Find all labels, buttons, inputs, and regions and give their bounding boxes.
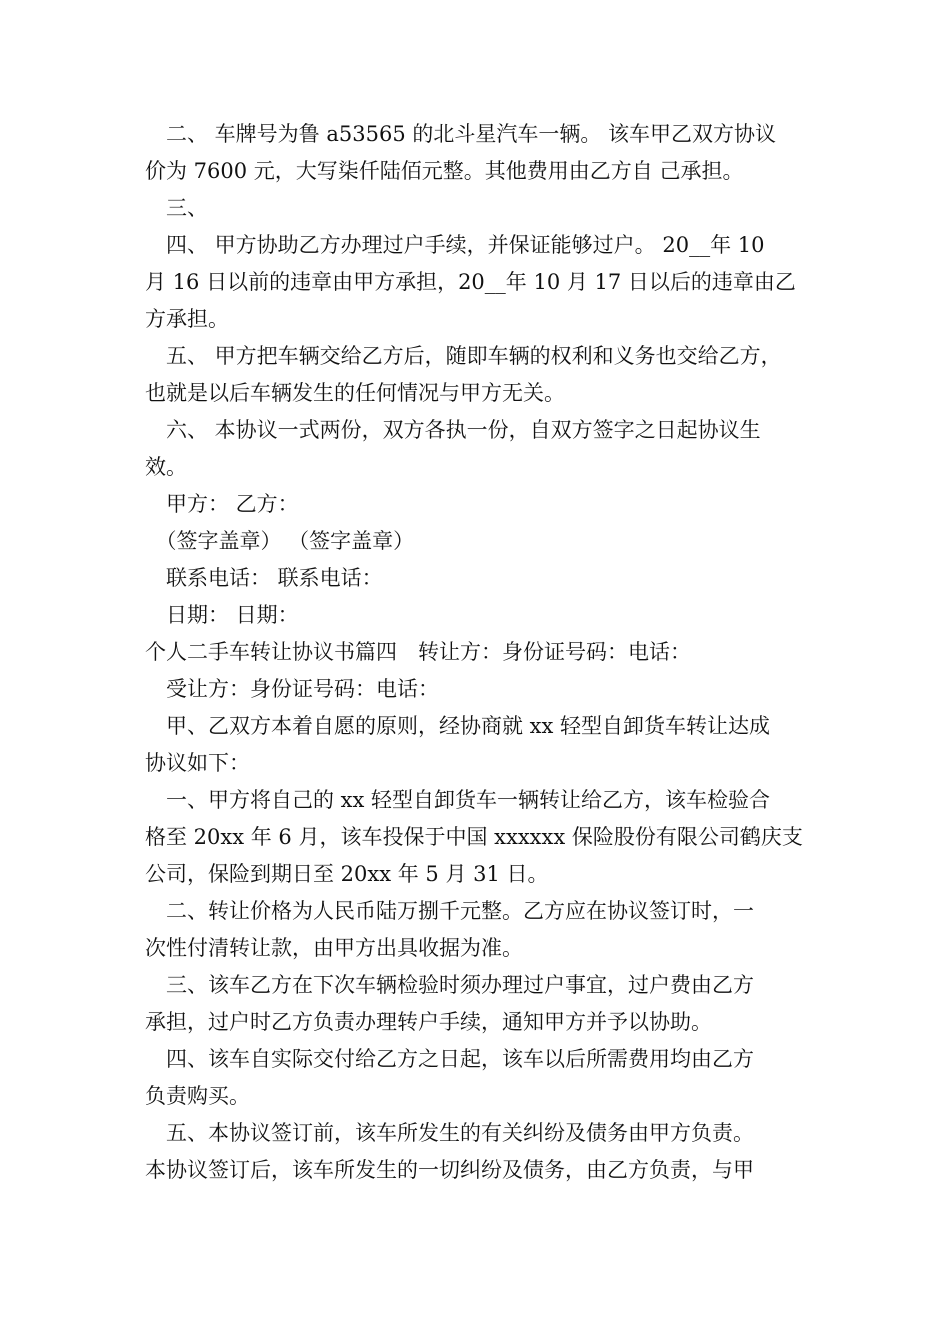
text-line: 也就是以后车辆发生的任何情况与甲方无关。 bbox=[145, 381, 565, 405]
text-line: 六、 本协议一式两份，双方各执一份，自双方签字之日起协议生 bbox=[145, 418, 761, 442]
text-line: 月 16 日以前的违章由甲方承担，20__年 10 月 17 日以后的违章由乙 bbox=[145, 270, 796, 294]
transferee-info-line: 受让方：身份证号码：电话： bbox=[145, 677, 439, 701]
text-line: 甲、乙双方本着自愿的原则，经协商就 xx 轻型自卸货车转让达成 bbox=[145, 714, 771, 738]
text-line: 本协议签订后，该车所发生的一切纠纷及债务，由乙方负责，与甲 bbox=[145, 1158, 754, 1182]
text-line: 二、 车牌号为鲁 a53565 的北斗星汽车一辆。 该车甲乙双方协议 bbox=[145, 122, 777, 146]
text-line: 协议如下： bbox=[145, 751, 250, 775]
text-line: 一、甲方将自己的 xx 轻型自卸货车一辆转让给乙方，该车检验合 bbox=[145, 788, 771, 812]
section-heading-line: 个人二手车转让协议书篇四 转让方：身份证号码：电话： bbox=[145, 640, 691, 664]
document-body bbox=[145, 116, 815, 1189]
text-line: 三、 bbox=[145, 196, 208, 220]
text-line: 四、该车自实际交付给乙方之日起，该车以后所需费用均由乙方 bbox=[145, 1047, 754, 1071]
text-line: 四、 甲方协助乙方办理过户手续，并保证能够过户。 20__年 10 bbox=[145, 233, 765, 257]
text-line: 价为 7600 元，大写柒仟陆佰元整。其他费用由乙方自 己承担。 bbox=[145, 159, 744, 183]
text-line: 三、该车乙方在下次车辆检验时须办理过户事宜，过户费由乙方 bbox=[145, 973, 754, 997]
text-line: 公司，保险到期日至 20xx 年 5 月 31 日。 bbox=[145, 862, 549, 886]
text-line: 二、转让价格为人民币陆万捌千元整。乙方应在协议签订时，一 bbox=[145, 899, 754, 923]
signature-seal-labels: （签字盖章） （签字盖章） bbox=[145, 529, 415, 553]
text-line: 负责购买。 bbox=[145, 1084, 250, 1108]
text-line: 效。 bbox=[145, 455, 187, 479]
text-line: 次性付清转让款，由甲方出具收据为准。 bbox=[145, 936, 523, 960]
text-line: 方承担。 bbox=[145, 307, 229, 331]
text-line: 格至 20xx 年 6 月，该车投保于中国 xxxxxx 保险股份有限公司鹤庆支 bbox=[145, 825, 803, 849]
text-line: 五、本协议签订前，该车所发生的有关纠纷及债务由甲方负责。 bbox=[145, 1121, 754, 1145]
text-line: 承担，过户时乙方负责办理转户手续，通知甲方并予以协助。 bbox=[145, 1010, 712, 1034]
text-line: 五、 甲方把车辆交给乙方后，随即车辆的权利和义务也交给乙方， bbox=[145, 344, 782, 368]
date-labels: 日期： 日期： bbox=[145, 603, 299, 627]
contact-phone-labels: 联系电话： 联系电话： bbox=[145, 566, 383, 590]
signature-party-labels: 甲方： 乙方： bbox=[145, 492, 299, 516]
